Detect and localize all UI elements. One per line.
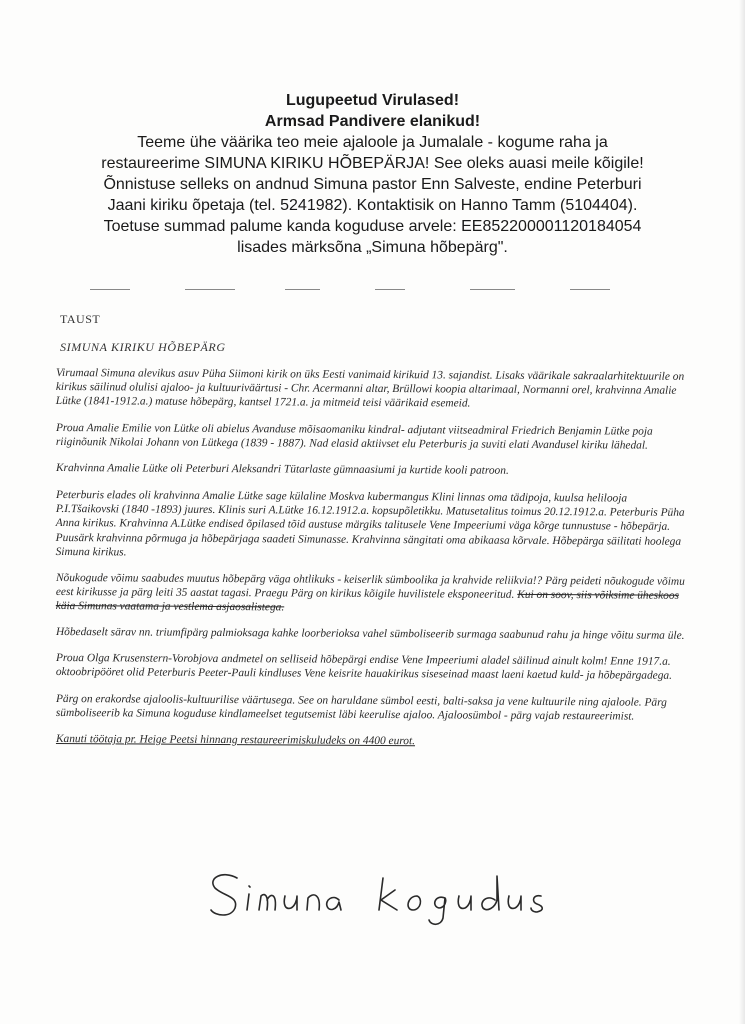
separator-dashes [90, 289, 650, 293]
section-label: TAUST [60, 312, 101, 326]
paragraph-soviet-era [56, 571, 686, 617]
appeal-line-6: lisades märksõna „Simuna hõbepärg". [237, 239, 508, 256]
appeal-line-3: Õnnistuse selleks on andnud Simuna pastor Enn Salveste, endine Peterburi [103, 176, 642, 193]
section-subtitle: SIMUNA KIRIKU HÕBEPÄRG [60, 340, 226, 355]
paragraph-wreath-symbol: Hõbedaselt särav nn. triumfipärg palmioksaga kahke loorberioksa vahel sümboliseerib surmaga saabunud rahu ja hinge võitu surma üle. [55, 626, 685, 643]
handwritten-signature [205, 860, 565, 930]
signature-drawing [205, 860, 565, 930]
appeal-line-1: Teeme ühe väärika teo meie ajaloole ja Jumalale - kogume raha ja [137, 134, 608, 151]
paragraph-amalie-marriage: Proua Amalie Emilie von Lütke oli abielus Avanduse mõisaomaniku kindral- adjutant viitseadmiral Friedrich Benjamin Lütke poja riiginõunik Nikolai Johann von Lütkega (1839 - 1887). Nad elasid aktiivset elu Peterburis ja suviti elati Avandusel kiriku lähedal. [55, 422, 653, 452]
paragraph-patron: Krahvinna Amalie Lütke oli Peterburi Aleksandri Tütarlaste gümnaasiumi ja kurtide kooli patroon. [55, 462, 509, 478]
greeting-virulased: Lugupeetud Virulased! [285, 92, 460, 109]
struck-text: Kui on soov, siis võiksime üheskoos käia Simunas vaatama ja vestlema asjaosalistega. [55, 588, 680, 614]
appeal-header [40, 90, 705, 258]
appeal-line-2: restaureerime SIMUNA KIRIKU HÕBEPÄRJA! See oleks auasi meile kõigile! [101, 155, 644, 172]
appeal-line-4: Jaani kiriku õpetaja (tel. 5241982). Kontaktisik on Hanno Tamm (5104404). [107, 197, 638, 214]
paragraph-church-history: Virumaal Simuna alevikus asuv Püha Siimoni kirik on üks Eesti vanimaid kirikuid 13. sajandist. Lisaks väärikale sakraalarhitektuurile on kirikus säilinud olulisi ajaloo- ja kultuuriväärtusi - Chr. Acermanni altar, Brüllowi koopia altarimaal, Normanni orel, krahvinna Amalie Lütke (1841-1912.a.) matuse hõbepärg, kantsel 1721.a. ja mitmeid teisi väärikaid esemeid. [55, 367, 685, 411]
background-section [56, 312, 686, 758]
paragraph-krusenstern: Proua Olga Krusenstern-Vorobjova andmetel on selliseid hõbepärgi endise Vene Impeeriumi aladel säilinud ainult kolm! Enne 1917.a. oktoobripööret olid Peterburis Peeter-Pauli kindluses Vene keisrite hauakirikus siseseinad maast laeni kaetud kuld- ja hõbepärgadega. [55, 652, 673, 683]
greeting-pandivere: Armsad Pandivere elanikud! [264, 113, 481, 130]
restoration-estimate: Kanuti töötaja pr. Heige Peetsi hinnang restaureerimiskuludeks on 4400 eurot. [55, 733, 416, 748]
paragraph-value: Pärg on erakordse ajaloolis-kultuurilise väärtusega. See on haruldane sümbol eesti, balti-saksa ja vene kultuurile ning ajaloole. Pärg sümboliseerib ka Simuna koguduse kindlameelset tegutsemist läbi keerulise ajaloo. Ajaloosümbol - pärg vajab restaureerimist. [55, 692, 667, 723]
paragraph-funeral: Peterburis elades oli krahvinna Amalie Lütke sage külaline Moskva kubermangus Klini linnas oma tädipoja, kuulsa helilooja P.I.Tšaikovski (1840 -1893) juures. Klinis suri A.Lütke 16.12.1912.a. kopsupõletikku. Matusetalitus toimus 20.12.1912.a. Peterburis Püha Anna kirikus. Krahvinna A.Lütke endised õpilased tõid austuse märgiks talitusele Vene Impeeriumi väga kõrge tunnustuse - hõbepärja. Puusärk krahvinna põrmuga ja hõbepärjaga saadeti Simunasse. Krahvinna sängitati oma abikaasa kõrvale. Hõbepärga säilitati hoolega Simuna kirikus. [55, 488, 685, 558]
page-edge-shadow [739, 0, 745, 1024]
paragraph-soviet-text: Nõukogude võimu saabudes muutus hõbepärg väga ohtlikuks - keiserlik sümboolika ja krahvide reliikvia!? Pärg peideti nõukogude võimu eest kirikusse ja pärg leiti 35 aastat tagasi. Praegu Pärg on kirikus kõigile huvilistele eksponeeritud. [55, 571, 685, 601]
appeal-line-5: Toetuse summad palume kanda koguduse arvele: EE852200001120184054 [103, 218, 642, 235]
